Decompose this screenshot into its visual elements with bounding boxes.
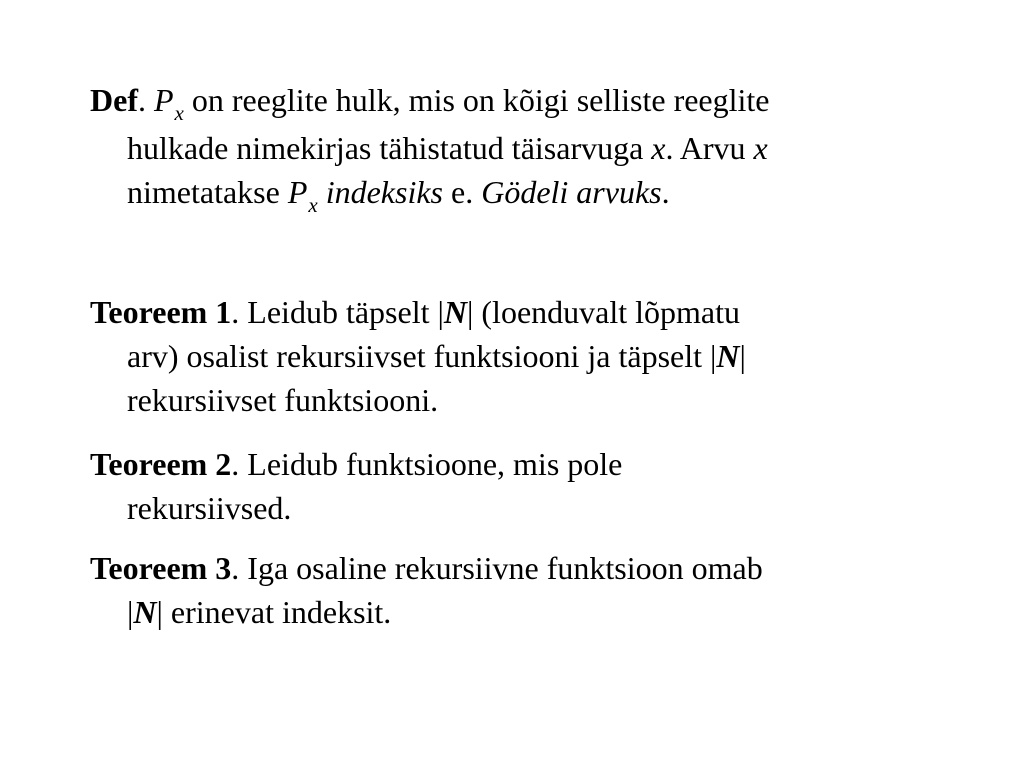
- theorem-2-label: Teoreem 2: [90, 446, 232, 482]
- definition-symbol: P: [153, 82, 174, 118]
- definition-line3-pre: nimetatakse: [127, 174, 280, 210]
- definition-paragraph: [90, 78, 950, 218]
- definition-var-x1: x: [651, 130, 666, 166]
- theorem-1-line1-pre: . Leidub täpselt |: [231, 294, 444, 330]
- theorem-1-label: Teoreem 1: [90, 294, 232, 330]
- definition-line1-text: on reeglite hulk, mis on kõigi selliste reeglite: [191, 82, 770, 118]
- theorem-1-set-n-2: N: [716, 338, 740, 374]
- theorem-3-line2-pre: |: [127, 594, 134, 630]
- theorem-1-set-n-1: N: [443, 294, 467, 330]
- theorem-1-line-1: [90, 290, 950, 334]
- definition-term-indeksiks: indeksiks: [325, 174, 443, 210]
- theorem-3-line-1: [90, 546, 950, 590]
- theorem-1-line2-pre: arv) osalist rekursiivset funktsiooni ja täpselt |: [127, 338, 717, 374]
- definition-term-godeli-arvuks: Gödeli arvuks: [481, 174, 662, 210]
- theorem-3-label: Teoreem 3: [90, 550, 232, 586]
- definition-line-1: Def. $P_x$ on reeglite hulk, mis on kõigi selliste reeglite: [90, 82, 770, 125]
- theorem-3-line1-text: . Iga osaline rekursiivne funktsioon omab: [231, 550, 763, 586]
- definition-symbol-2-subscript: x: [308, 193, 318, 217]
- theorem-2-line1-text: . Leidub funktsioone, mis pole: [231, 446, 623, 482]
- definition-connector: e.: [451, 174, 474, 210]
- theorem-3-paragraph: [90, 546, 950, 634]
- theorem-3-line2-post: | erinevat indeksit.: [156, 594, 392, 630]
- definition-line-2: [90, 126, 950, 170]
- theorem-2-paragraph: [90, 442, 950, 530]
- definition-symbol-2: P: [287, 174, 308, 210]
- definition-symbol-subscript: x: [174, 101, 184, 125]
- definition-label: Def: [90, 82, 138, 118]
- theorem-1-line-2: [90, 334, 950, 378]
- theorem-1-line-3: rekursiivset funktsiooni.: [127, 382, 439, 418]
- theorem-2-line-2: rekursiivsed.: [127, 490, 292, 526]
- definition-line2-mid: . Arvu: [665, 130, 746, 166]
- definition-var-x2: x: [753, 130, 768, 166]
- definition-line-3: nimetatakse $P_x$ indeksiks e. Gödeli arvuks.: [127, 174, 670, 217]
- theorem-3-line-2: [90, 590, 950, 634]
- theorem-3-set-n: N: [133, 594, 157, 630]
- theorem-1-line1-post: | (loenduvalt lõpmatu: [466, 294, 740, 330]
- definition-line2-text: hulkade nimekirjas tähistatud täisarvuga: [127, 130, 644, 166]
- theorem-1-line2-post: |: [739, 338, 746, 374]
- theorem-1-paragraph: [90, 290, 950, 422]
- theorem-2-line-1: [90, 442, 950, 486]
